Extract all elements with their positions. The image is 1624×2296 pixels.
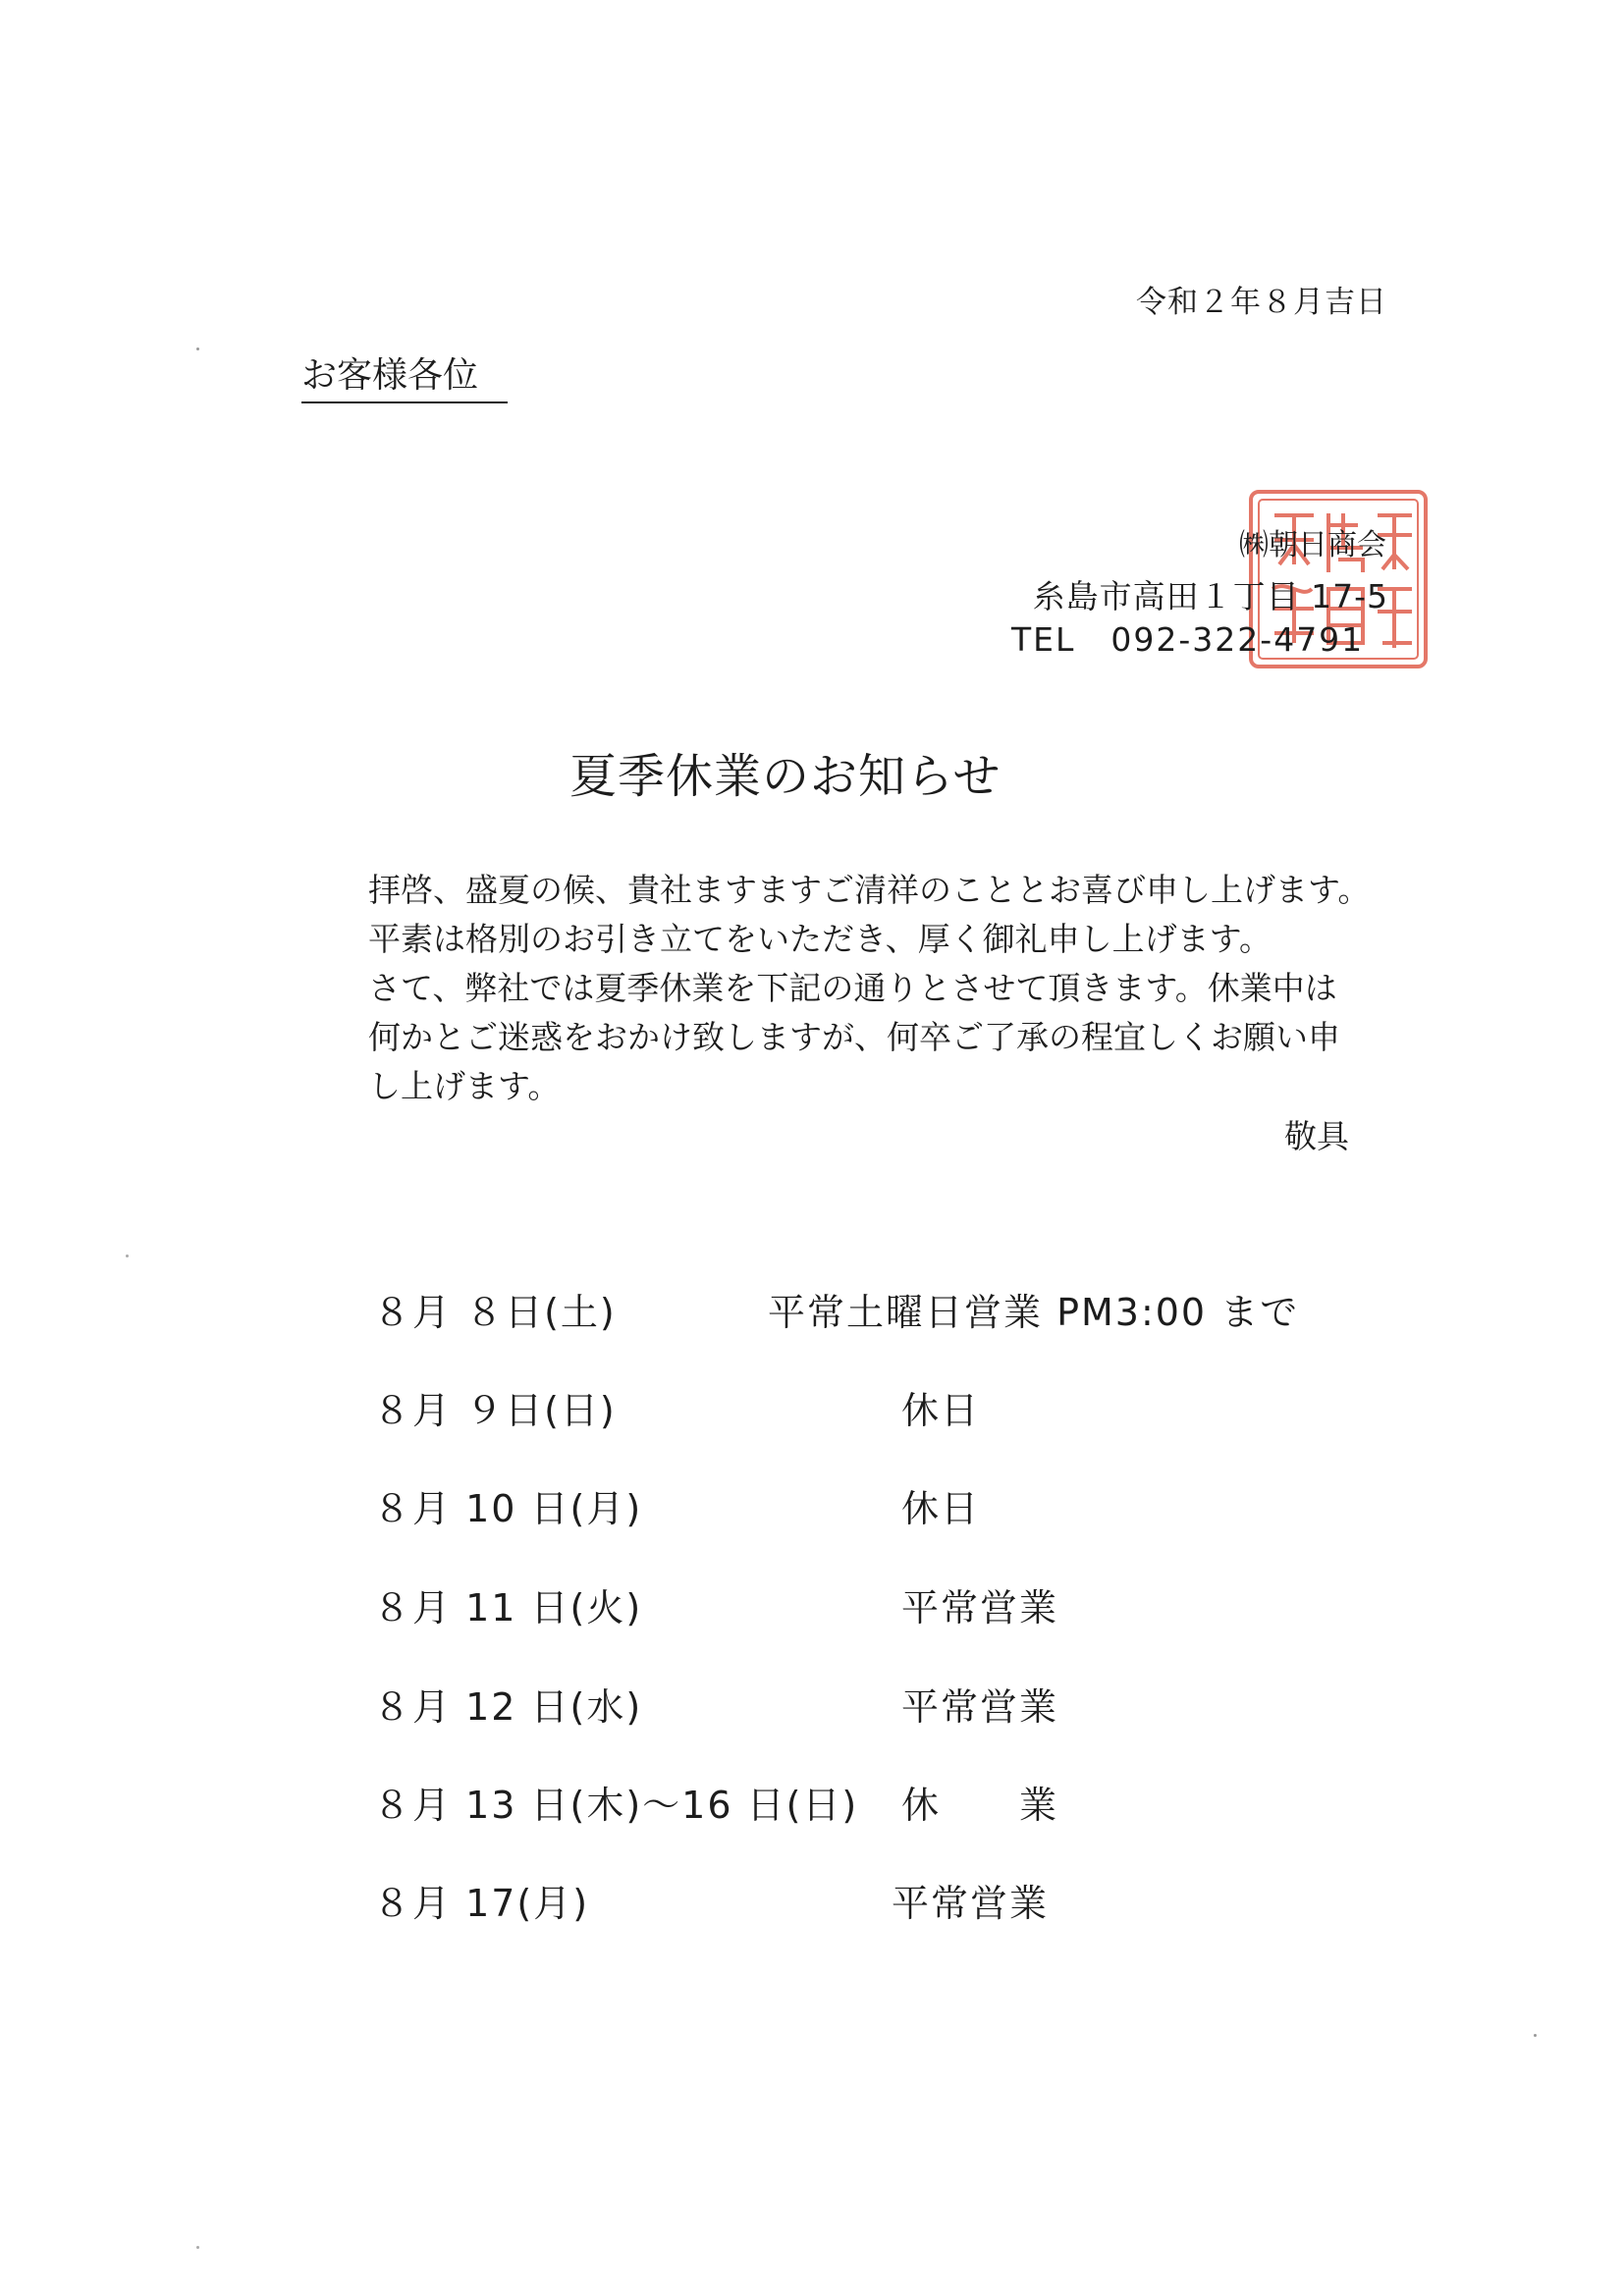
schedule-status: 休日: [901, 1487, 981, 1530]
addressee: お客様各位: [301, 347, 508, 403]
schedule-date: ８月 11 日(火): [373, 1586, 643, 1629]
scan-speck: [196, 2246, 199, 2249]
body-line: し上げます。: [368, 1067, 561, 1105]
closing-remark: 敬具: [1284, 1117, 1349, 1155]
tel-number: 092-322-4791: [1110, 620, 1365, 659]
schedule-date: ８月 ８日(土): [373, 1291, 617, 1334]
schedule-date: ８月 13 日(木)～16 日(日): [373, 1784, 859, 1827]
schedule-status: 平常営業: [901, 1685, 1059, 1729]
company-address: 糸島市高田１丁目 17-5: [1032, 577, 1388, 615]
schedule-date: ８月 ９日(日): [373, 1389, 617, 1432]
body-line: 平素は格別のお引き立てをいただき、厚く御礼申し上げます。: [368, 920, 1272, 958]
schedule-status: 休 業: [901, 1784, 1059, 1827]
body-line: 何かとご迷惑をおかけ致しますが、何卒ご了承の程宜しくお願い申: [368, 1018, 1340, 1056]
tel-label: TEL: [1011, 620, 1076, 659]
letter-date: 令和２年８月吉日: [1136, 285, 1387, 320]
letter-body: [368, 866, 1370, 1111]
company-name: ㈱朝日商会: [1239, 528, 1386, 562]
schedule-status: 平常営業: [892, 1882, 1050, 1925]
scan-speck: [196, 347, 199, 350]
schedule-status: 休日: [901, 1389, 981, 1432]
scan-speck: [126, 1255, 129, 1257]
schedule-date: ８月 17(月): [373, 1882, 590, 1925]
scan-speck: [1534, 2034, 1537, 2037]
schedule-date: ８月 10 日(月): [373, 1487, 643, 1530]
schedule-date: ８月 12 日(水): [373, 1685, 643, 1729]
notice-title: 夏季休業のお知らせ: [569, 749, 1001, 804]
body-line: 拝啓、盛夏の候、貴社ますますご清祥のこととお喜び申し上げます。: [368, 871, 1371, 909]
schedule-status: 平常営業: [901, 1586, 1059, 1629]
body-line: さて、弊社では夏季休業を下記の通りとさせて頂きます。休業中は: [368, 969, 1337, 1007]
schedule-status: 平常土曜日営業 PM3:00 まで: [768, 1291, 1300, 1334]
company-phone: [1011, 620, 1364, 659]
